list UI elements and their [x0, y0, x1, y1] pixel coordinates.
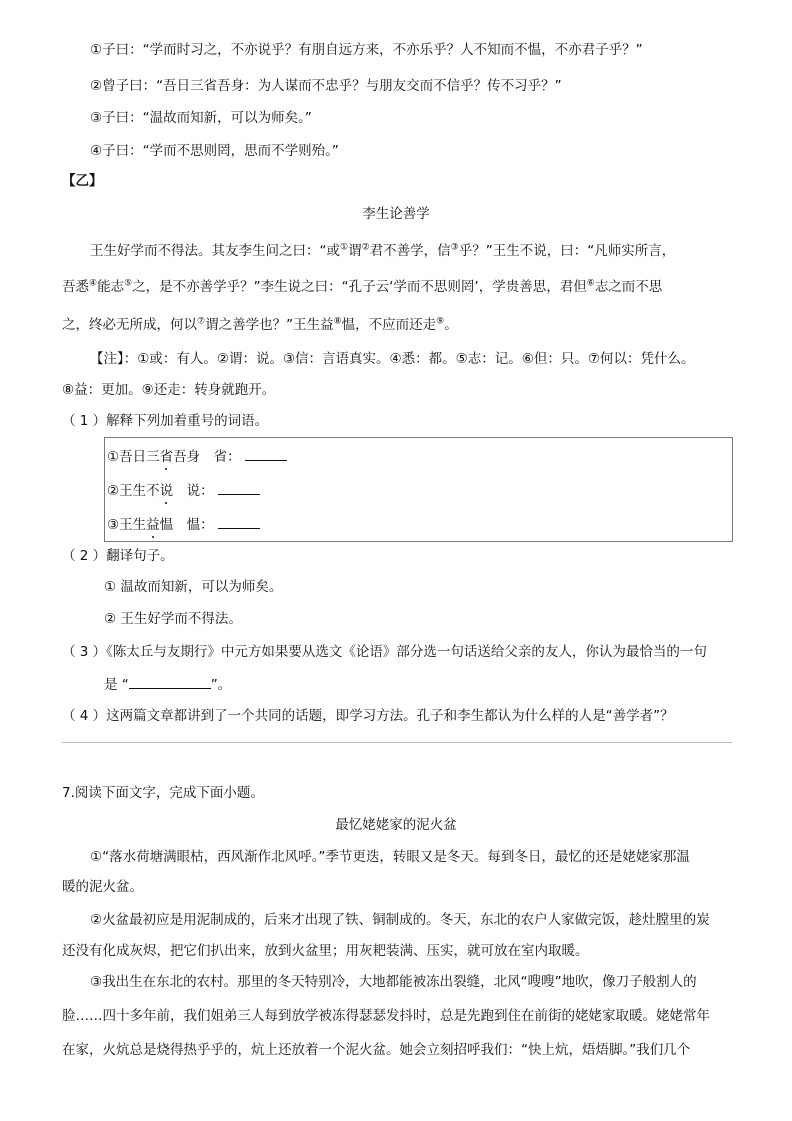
question-2-item-a: ① 温故而知新，可以为师矣。: [104, 579, 283, 595]
s7-p3-line-3: 在家，火炕总是烧得热乎乎的，炕上还放着一个泥火盆。她会立刻招呼我们：“快上炕，焐焐脚。”我们几个: [62, 1042, 691, 1058]
question-4-stem: （ 4 ）这两篇文章都讲到了一个共同的话题，即学习方法。孔子和李生都认为什么样的人是“善学者”？: [62, 708, 674, 724]
section-7-title: 最忆姥姥家的泥火盆: [335, 817, 457, 833]
section-7-heading: 7.阅读下面文字，完成下面小题。: [62, 785, 264, 801]
yi-note-line-1: 【注】：①或：有人。②谓：说。③信：言语真实。④悉：都。⑤志：记。⑥但：只。⑦何以：凭什么。: [90, 351, 695, 367]
question-1-stem: （ 1 ）解释下列加着重号的词语。: [62, 413, 269, 429]
yi-note-line-2: ⑧益：更加。⑨还走：转身就跑开。: [62, 382, 276, 398]
yi-paragraph-line-1: 王生好学而不得法。其友李生问之曰：“或①谓②君不善学，信③乎？”王生不说，曰：“凡师实所言，: [90, 242, 676, 259]
s7-p1-line-2: 暖的泥火盆。: [62, 879, 143, 895]
question-1-item-a: ①吾日三省吾身 省：: [107, 446, 287, 467]
question-2-item-b: ② 王生好学而不得法。: [104, 611, 242, 627]
yi-paragraph-line-3: 之，终必无所成，何以⑦谓之善学也？”王生益⑧愠，不应而还走⑨。: [62, 316, 458, 333]
yi-paragraph-line-2: 吾悉④能志⑤之，是不亦善学乎？”李生说之曰：“孔子云‘学而不思则罔’，学贵善思，君但⑥志之而不思: [62, 278, 663, 295]
emphasis-dot-char: 益: [146, 517, 160, 533]
section-divider: [62, 742, 732, 743]
question-1-item-c: ③王生益愠 愠：: [107, 514, 260, 535]
answer-blank-b[interactable]: [218, 480, 260, 495]
answer-blank-a[interactable]: [245, 446, 287, 461]
question-2-stem: （ 2 ）翻译句子。: [62, 548, 174, 564]
emphasis-dot-char: 说: [159, 483, 174, 499]
jia-line-3: ③子曰：“温故而知新，可以为师矣。”: [90, 110, 312, 126]
question-1-item-b: ②王生不说 说：: [107, 480, 260, 501]
s7-p3-line-2: 脸……四十多年前，我们姐弟三人每到放学被冻得瑟瑟发抖时，总是先跑到住在前街的姥姥家取暖。姥姥常年: [62, 1008, 710, 1024]
question-3-continuation: 是 “ ”。: [104, 674, 231, 695]
yi-label: 【乙】: [62, 173, 103, 189]
question-3-stem: （ 3 ）《陈太丘与友期行》中元方如果要从选文《论语》部分选一句话送给父亲的友人，你认为最恰当的一句: [62, 644, 707, 660]
yi-title: 李生论善学: [362, 206, 430, 222]
answer-blank-q3[interactable]: [129, 674, 211, 689]
jia-line-4: ④子曰：“学而不思则罔，思而不学则殆。”: [90, 143, 339, 159]
s7-p2-line-1: ②火盆最初应是用泥制成的，后来才出现了铁、铜制成的。冬天，东北的农户人家做完饭，趁灶膛里的炭: [90, 912, 710, 928]
jia-line-1: ①子曰：“学而时习之，不亦说乎？有朋自远方来，不亦乐乎？人不知而不愠，不亦君子乎？”: [90, 42, 643, 58]
answer-blank-c[interactable]: [218, 514, 260, 529]
emphasis-dot-char: 省: [159, 449, 174, 465]
jia-line-2: ②曾子曰：“吾日三省吾身：为人谋而不忠乎？与朋友交而不信乎？传不习乎？”: [90, 78, 562, 94]
s7-p1-line-1: ①“落水荷塘满眼枯，西风渐作北风呼。”季节更迭，转眼又是冬天。每到冬日，最忆的还是姥姥家那温: [90, 849, 690, 865]
s7-p3-line-1: ③我出生在东北的农村。那里的冬天特别冷，大地都能被冻出裂缝，北风“嗖嗖”地吹，像刀子般割人的: [90, 974, 697, 990]
s7-p2-line-2: 还没有化成灰烬，把它们扒出来，放到火盆里；用灰耙装满、压实，就可放在室内取暖。: [62, 943, 589, 959]
